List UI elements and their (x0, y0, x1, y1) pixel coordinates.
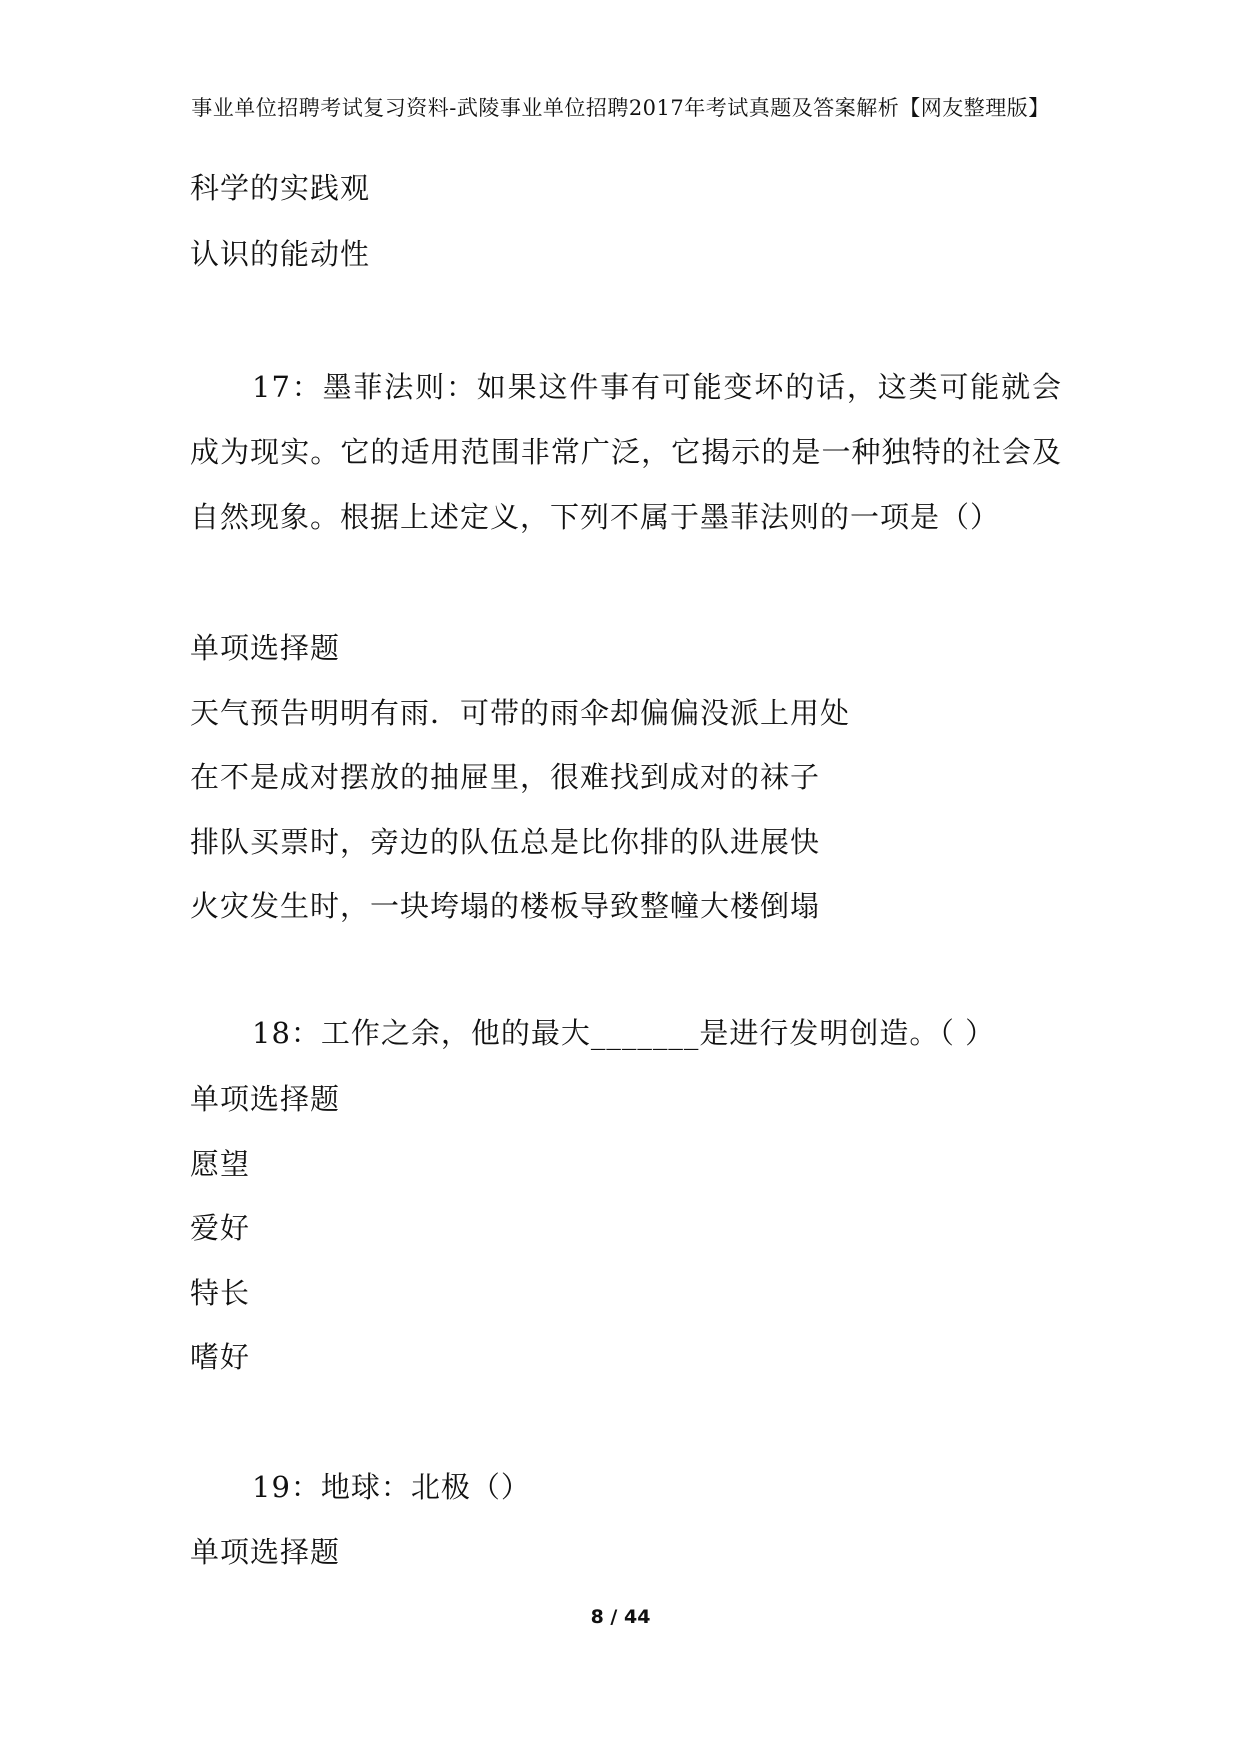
question-17-option-b: 在不是成对摆放的抽屉里，很难找到成对的袜子 (190, 760, 821, 794)
question-18-option-d: 嗜好 (190, 1340, 251, 1374)
question-18-text: 18：工作之余，他的最大_______是进行发明创造。（ ） (252, 1016, 996, 1050)
question-17-type: 单项选择题 (190, 631, 341, 665)
question-18-option-c: 特长 (190, 1276, 251, 1310)
question-17-option-a: 天气预告明明有雨．可带的雨伞却偏偏没派上用处 (190, 696, 851, 730)
prev-option-2: 认识的能动性 (190, 237, 371, 271)
question-18-option-b: 爱好 (190, 1211, 251, 1245)
question-17-text: 17：墨菲法则：如果这件事有可能变坏的话，这类可能就会成为现实。它的适用范围非常广泛，它揭示的是一种独特的社会及自然现象。根据上述定义，下列不属于墨菲法则的一项是（） (190, 370, 1062, 534)
question-19-text: 19：地球：北极（） (252, 1470, 531, 1504)
question-18-option-a: 愿望 (190, 1147, 251, 1181)
question-19-type: 单项选择题 (190, 1535, 341, 1569)
prev-option-1: 科学的实践观 (190, 171, 371, 205)
question-17-option-c: 排队买票时，旁边的队伍总是比你排的队进展快 (190, 825, 821, 859)
question-17-option-d: 火灾发生时，一块垮塌的楼板导致整幢大楼倒塌 (190, 889, 821, 923)
page-number: 8 / 44 (590, 1606, 651, 1628)
question-18-type: 单项选择题 (190, 1082, 341, 1116)
page-header: 事业单位招聘考试复习资料-武陵事业单位招聘2017年考试真题及答案解析【网友整理版】 (191, 96, 1050, 120)
